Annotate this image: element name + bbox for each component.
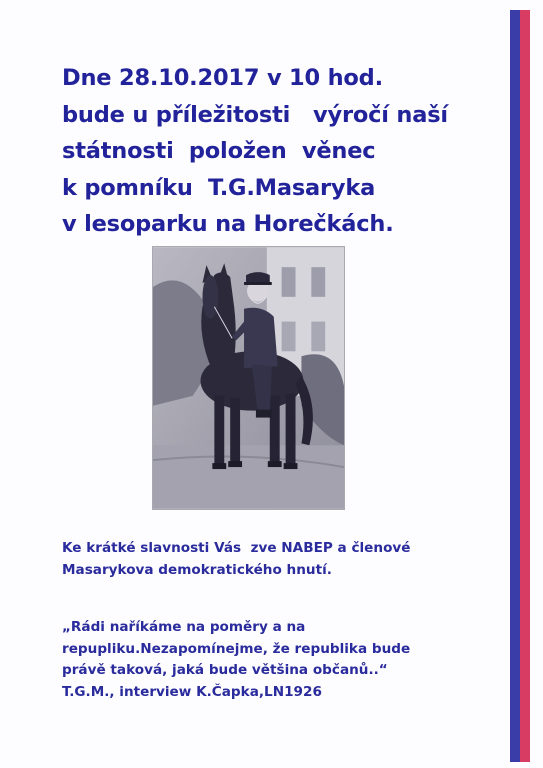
quote-line: „Rádi naříkáme na poměry a na bbox=[62, 619, 306, 635]
announcement-line: státnosti položen věnec bbox=[62, 138, 376, 164]
photo-illustration bbox=[153, 247, 344, 509]
announcement-line: k pomníku T.G.Masaryka bbox=[62, 174, 376, 201]
flag-stripe-blue bbox=[510, 10, 520, 762]
quote-attribution: T.G.M., interview K.Čapka,LN1926 bbox=[62, 683, 322, 700]
event-announcement bbox=[62, 60, 482, 243]
invitation-line: Ke krátké slavnosti Vás zve NABEP a členové bbox=[62, 540, 411, 556]
announcement-line: bude u příležitosti výročí naší bbox=[62, 101, 448, 128]
flag-stripe-red bbox=[520, 10, 530, 762]
invitation-line: Masarykova demokratického hnutí. bbox=[62, 562, 332, 578]
quote-line: právě taková, jaká bude většina občanů..“ bbox=[62, 662, 388, 678]
masaryk-on-horseback-photo bbox=[152, 246, 345, 510]
announcement-line: Dne 28.10.2017 v 10 hod. bbox=[62, 65, 383, 91]
announcement-line: v lesoparku na Horečkách. bbox=[62, 211, 394, 237]
invitation-text bbox=[62, 537, 482, 581]
quote-line: repupliku.Nezapomínejme, že republika bude bbox=[62, 640, 411, 657]
quote-block bbox=[62, 617, 482, 703]
